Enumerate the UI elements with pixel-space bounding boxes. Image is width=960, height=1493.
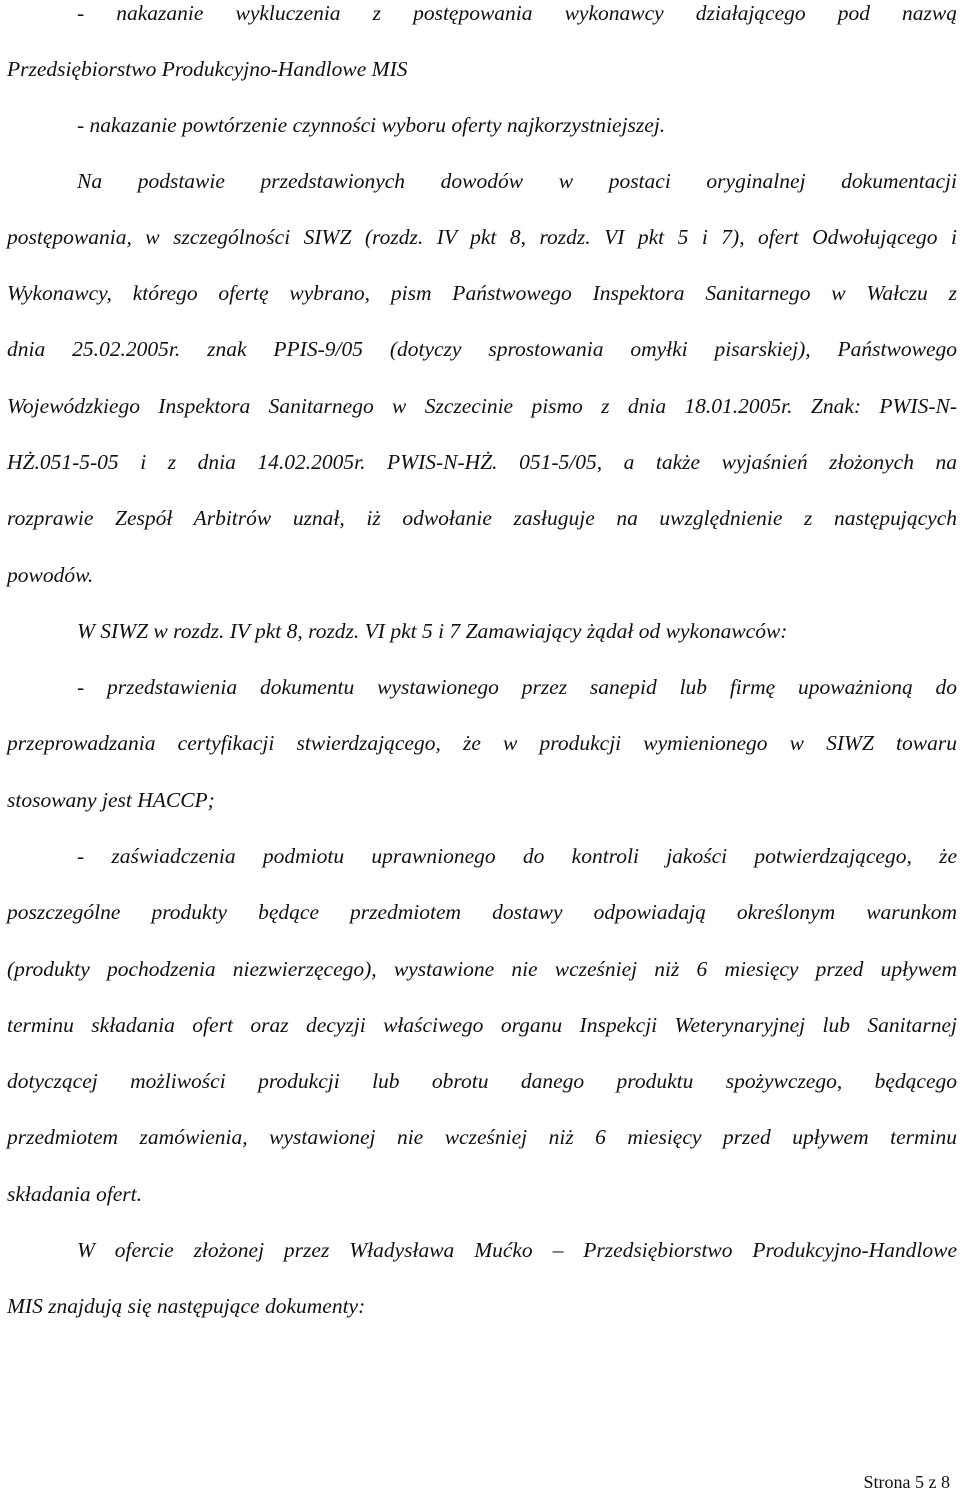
- text-line: - przedstawienia dokumentu wystawionego przez sanepid lub firmę upoważnioną do: [77, 675, 957, 699]
- text-line: poszczególne produkty będące przedmiotem dostawy odpowiadają określonym warunkom: [7, 900, 957, 924]
- text-line: dotyczącej możliwości produkcji lub obrotu danego produktu spożywczego, będącego: [7, 1069, 957, 1093]
- text-line: terminu składania ofert oraz decyzji właściwego organu Inspekcji Weterynaryjnej lub Sanitarnej: [7, 1013, 957, 1037]
- text-line: powodów.: [7, 563, 94, 587]
- text-line: W SIWZ w rozdz. IV pkt 8, rozdz. VI pkt 5 i 7 Zamawiający żądał od wykonawców:: [77, 619, 788, 643]
- text-line: Wojewódzkiego Inspektora Sanitarnego w Szczecinie pismo z dnia 18.01.2005r. Znak: PWIS-N-: [7, 394, 957, 418]
- text-line: Wykonawcy, którego ofertę wybrano, pism Państwowego Inspektora Sanitarnego w Wałczu z: [7, 281, 957, 305]
- text-line: składania ofert.: [7, 1182, 142, 1206]
- text-line: przeprowadzania certyfikacji stwierdzającego, że w produkcji wymienionego w SIWZ towaru: [7, 731, 957, 755]
- text-line: przedmiotem zamówienia, wystawionej nie wcześniej niż 6 miesięcy przed upływem terminu: [7, 1125, 957, 1149]
- text-line: postępowania, w szczególności SIWZ (rozdz. IV pkt 8, rozdz. VI pkt 5 i 7), ofert Odwołującego i: [7, 225, 957, 249]
- text-line: - nakazanie powtórzenie czynności wyboru oferty najkorzystniejszej.: [77, 113, 666, 137]
- text-line: Przedsiębiorstwo Produkcyjno-Handlowe MIS: [7, 57, 408, 81]
- text-line: rozprawie Zespół Arbitrów uznał, iż odwołanie zasługuje na uwzględnienie z następujących: [7, 506, 957, 530]
- text-line: HŻ.051-5-05 i z dnia 14.02.2005r. PWIS-N-HŻ. 051-5/05, a także wyjaśnień złożonych na: [7, 450, 957, 474]
- text-line: stosowany jest HACCP;: [7, 788, 215, 812]
- page-number: Strona 5 z 8: [863, 1472, 950, 1492]
- text-line: W ofercie złożonej przez Władysława Mućko – Przedsiębiorstwo Produkcyjno-Handlowe: [77, 1238, 957, 1262]
- text-line: (produkty pochodzenia niezwierzęcego), wystawione nie wcześniej niż 6 miesięcy przed upływem: [7, 957, 957, 981]
- text-line: dnia 25.02.2005r. znak PPIS-9/05 (dotyczy sprostowania omyłki pisarskiej), Państwowego: [7, 337, 957, 361]
- text-line: MIS znajdują się następujące dokumenty:: [7, 1294, 366, 1318]
- text-line: - zaświadczenia podmiotu uprawnionego do kontroli jakości potwierdzającego, że: [77, 844, 957, 868]
- text-line: Na podstawie przedstawionych dowodów w postaci oryginalnej dokumentacji: [77, 169, 957, 193]
- text-line: - nakazanie wykluczenia z postępowania wykonawcy działającego pod nazwą: [77, 1, 957, 25]
